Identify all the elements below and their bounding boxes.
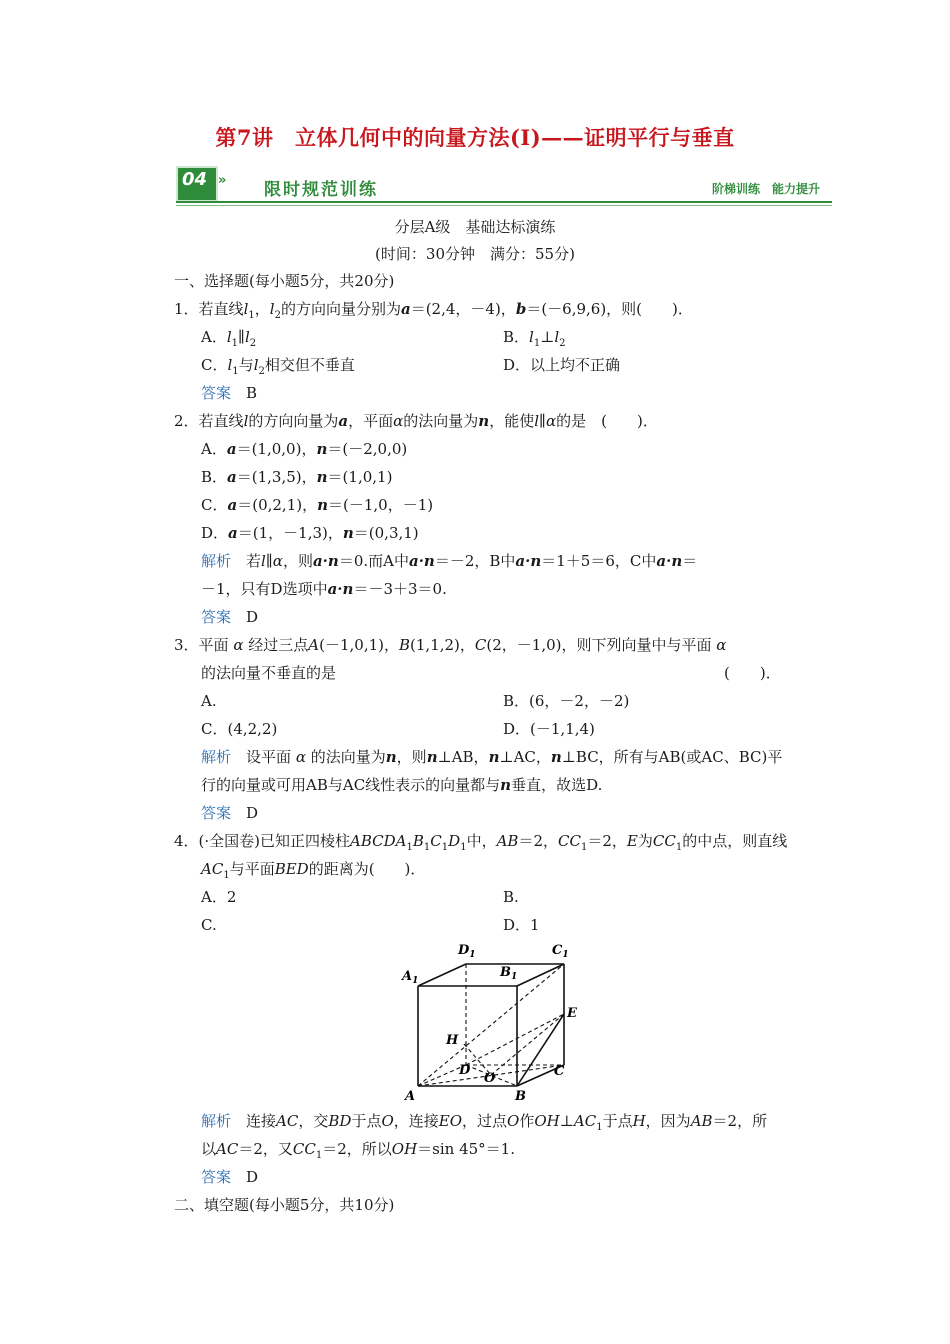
q2-option-b: B．a＝(1,3,5)，n＝(1,0,1) (201, 468, 393, 486)
banner-number: 04 (182, 169, 208, 190)
q4-stem-line1: 4．(·全国卷)已知正四棱柱$ABCDA_1B_1C_1D_1$中，AB＝2，$CC_1=2$，E为$CC_1$的中点，则直线 (174, 832, 788, 853)
time-info: (时间：30分钟 满分：55分) (375, 245, 575, 263)
q2-stem: 2．若直线l的方向向量为a，平面α的法向量为n，能使l∥α的是 ( )． (174, 412, 658, 430)
edge-a1d1 (418, 964, 466, 986)
banner-right-label: 阶梯训练 能力提升 (711, 182, 820, 196)
chevron-icon: » (218, 173, 227, 188)
line-de-hidden (466, 1014, 564, 1065)
label-b: B (515, 1089, 526, 1102)
q4-option-d: D．1 (503, 916, 540, 934)
q1-option-c: C．$l_1$与$l_2$相交但不垂直 (201, 356, 355, 377)
banner-label: 限时规范训练 (264, 180, 378, 200)
label-h: H (446, 1033, 459, 1048)
q2-analysis-line2: －1，只有D选项中a·n＝－3＋3＝0. (201, 580, 447, 598)
q1-option-a: A．$l_1\parallel l_2$ (201, 328, 257, 349)
q3-analysis-line1: 解析 设平面 α 的法向量为n，则n⊥AB，n⊥AC，n⊥BC，所有与AB(或AC、BC)平 (201, 748, 783, 766)
banner-rule-thin (176, 205, 832, 206)
q3-answer: 答案 D (201, 804, 259, 822)
q4-option-c: C. (201, 916, 217, 934)
page-title: 第7讲 立体几何中的向量方法(I)——证明平行与垂直 (215, 125, 735, 150)
section-1-heading: 一、选择题(每小题5分，共20分) (174, 272, 395, 290)
label-o: O (484, 1071, 496, 1086)
section-2-heading: 二、填空题(每小题5分，共10分) (174, 1196, 395, 1214)
q2-analysis-line1: 解析 若l∥α，则a·n＝0.而A中a·n＝－2，B中a·n＝1＋5＝6，C中a·n＝ (201, 552, 698, 570)
q2-option-d: D．a＝(1，－1,3)，n＝(0,3,1) (201, 524, 419, 542)
q3-stem-line2: 的法向量不垂直的是 (201, 664, 337, 682)
section-banner (172, 163, 832, 207)
label-d: D (459, 1063, 471, 1078)
label-a: A (405, 1089, 416, 1102)
q3-stem-line1: 3．平面 α 经过三点A(－1,0,1)，B(1,1,2)，C(2，－1,0)，则下列向量中与平面 α (174, 636, 727, 654)
label-b1: $B_1$ (500, 965, 518, 982)
label-e: E (567, 1006, 577, 1021)
q3-answer-blank: ( )． (724, 664, 781, 682)
q4-option-a: A．2 (201, 888, 237, 906)
q4-stem-line2: $AC_1$与平面BED的距离为( )． (201, 860, 426, 881)
q1-option-b: B．$l_1\perp l_2$ (503, 328, 566, 349)
q1-stem: 1．若直线$l_1$，$l_2$的方向向量分别为a＝(2,4，－4)，b＝(－6,9,6)，则( )． (174, 300, 693, 321)
q2-option-c: C．a＝(0,2,1)，n＝(－1,0，－1) (201, 496, 434, 514)
q4-answer: 答案 D (201, 1168, 259, 1186)
q2-answer: 答案 D (201, 608, 259, 626)
q3-option-d: D．(－1,1,4) (503, 720, 595, 738)
q4-analysis-line1: 解析 连接AC，交BD于点O，连接EO，过点O作$OH\perp AC_1$于点H，因为AB＝2，所 (201, 1112, 768, 1133)
label-a1: $A_1$ (402, 969, 419, 986)
q4-option-b: B. (503, 888, 519, 906)
label-c1: $C_1$ (552, 943, 569, 960)
q4-analysis-line2: 以AC＝2，又$CC_1=2$，所以OH＝sin 45°＝1. (201, 1140, 515, 1161)
prism-figure (400, 938, 580, 1102)
banner-rule (176, 201, 832, 203)
q1-option-d: D．以上均不正确 (503, 356, 621, 374)
q3-option-b: B．(6，－2，－2) (503, 692, 630, 710)
q2-option-a: A．a＝(1,0,0)，n＝(－2,0,0) (201, 440, 408, 458)
label-c: C (554, 1064, 565, 1079)
q1-answer: 答案 B (201, 384, 258, 402)
q3-analysis-line2: 行的向量或可用AB与AC线性表示的向量都与n垂直，故选D. (201, 776, 603, 794)
q3-option-c: C．(4,2,2) (201, 720, 278, 738)
edge-b1c1 (517, 964, 564, 986)
label-d1: $D_1$ (458, 943, 476, 960)
q3-option-a: A. (201, 692, 217, 710)
level-heading: 分层A级 基础达标演练 (394, 218, 556, 236)
